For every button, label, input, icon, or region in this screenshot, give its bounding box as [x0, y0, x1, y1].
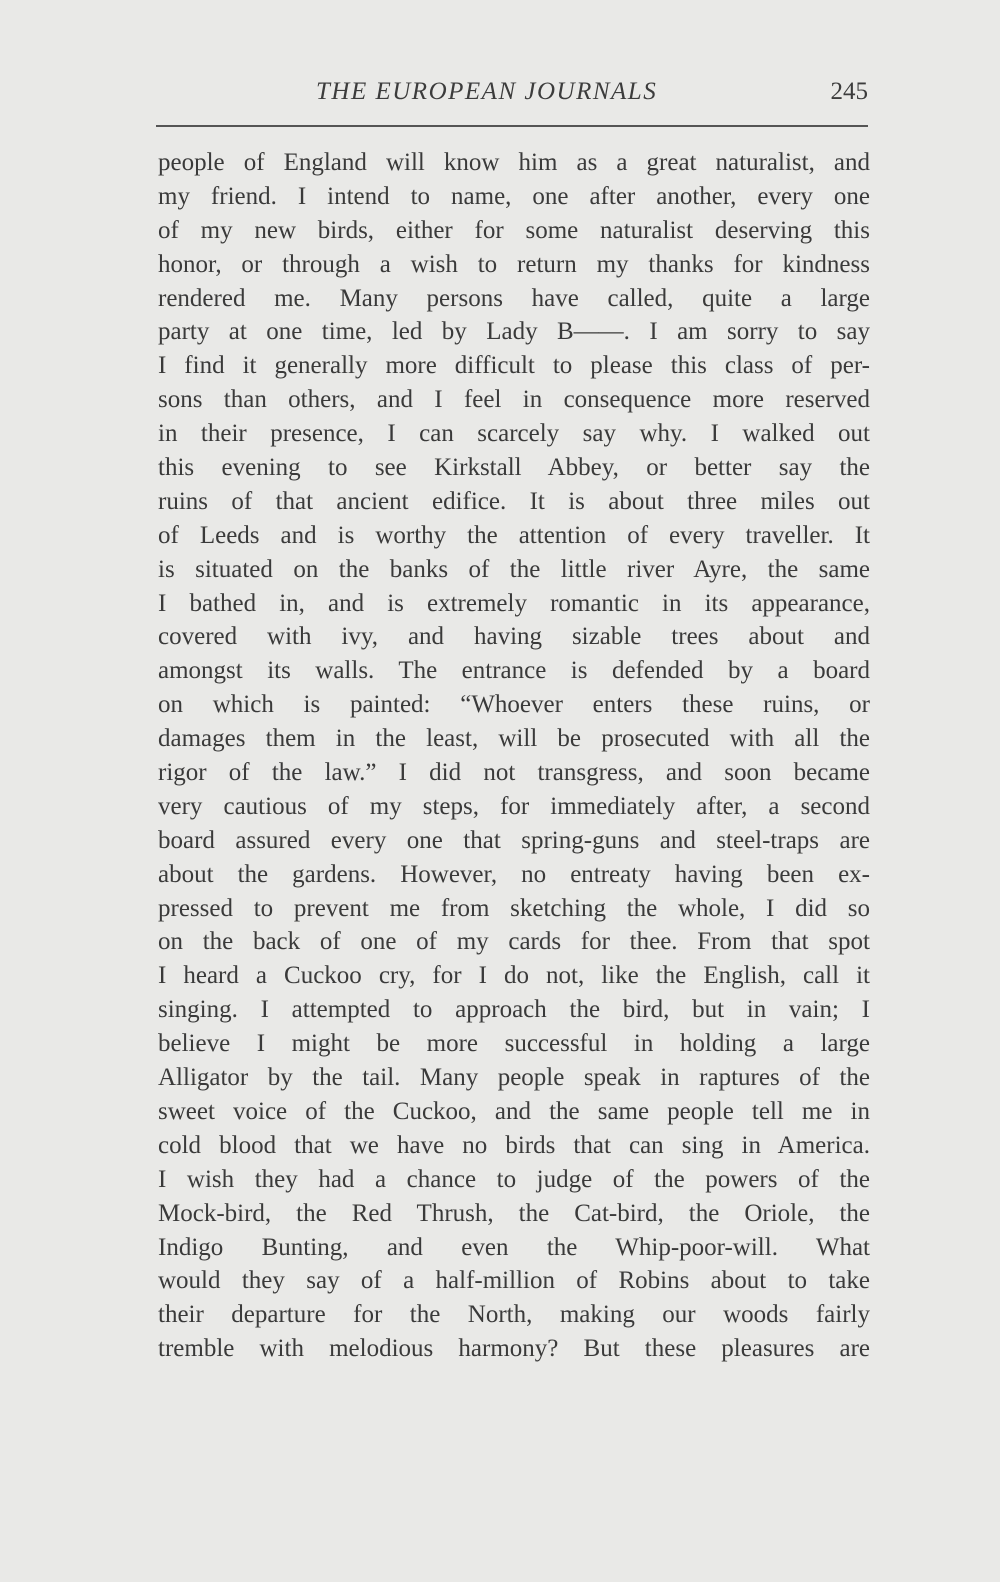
- text-line: sons than others, and I feel in consequence more reserved: [158, 386, 870, 414]
- text-line: covered with ivy, and having sizable trees about and: [158, 623, 870, 651]
- text-line: people of England will know him as a great naturalist, and: [158, 149, 870, 176]
- text-line: Mock-bird, the Red Thrush, the Cat-bird, the Oriole, the: [158, 1199, 870, 1227]
- text-line: in their presence, I can scarcely say why. I walked out: [158, 420, 870, 448]
- text-line: is situated on the banks of the little river Ayre, the same: [158, 555, 870, 583]
- text-line: my friend. I intend to name, one after another, every one: [158, 182, 870, 210]
- text-line: their departure for the North, making our woods fairly: [158, 1301, 870, 1329]
- text-line: Indigo Bunting, and even the Whip-poor-will. What: [158, 1233, 870, 1261]
- text-line: rendered me. Many persons have called, quite a large: [158, 284, 870, 312]
- text-line: ruins of that ancient edifice. It is about three miles out: [158, 487, 870, 515]
- body-text: [158, 146, 870, 1366]
- text-line: amongst its walls. The entrance is defended by a board: [158, 657, 870, 685]
- text-line: tremble with melodious harmony? But these pleasures are: [158, 1335, 870, 1363]
- running-title: THE EUROPEAN JOURNALS: [316, 78, 658, 105]
- text-line: of Leeds and is worthy the attention of every traveller. It: [158, 521, 870, 549]
- text-line: I wish they had a chance to judge of the powers of the: [158, 1165, 870, 1193]
- text-line: of my new birds, either for some naturalist deserving this: [158, 216, 870, 244]
- text-line: would they say of a half-million of Robins about to take: [158, 1267, 870, 1295]
- text-line: rigor of the law.” I did not transgress, and soon became: [158, 759, 870, 787]
- text-line: board assured every one that spring-guns and steel-traps are: [158, 826, 870, 854]
- text-line: sweet voice of the Cuckoo, and the same people tell me in: [158, 1097, 870, 1125]
- text-line: damages them in the least, will be prosecuted with all the: [158, 725, 870, 753]
- header-rule: [156, 125, 868, 127]
- text-line: believe I might be more successful in holding a large: [158, 1030, 870, 1058]
- text-line: pressed to prevent me from sketching the whole, I did so: [158, 894, 870, 922]
- text-line: singing. I attempted to approach the bird, but in vain; I: [158, 996, 870, 1024]
- running-head: [156, 78, 868, 114]
- text-line: I find it generally more difficult to please this class of per-: [158, 352, 870, 380]
- text-line: this evening to see Kirkstall Abbey, or better say the: [158, 454, 870, 482]
- text-line: party at one time, led by Lady B——. I am sorry to say: [158, 318, 870, 346]
- text-line: I bathed in, and is extremely romantic in its appearance,: [158, 589, 870, 617]
- text-line: I heard a Cuckoo cry, for I do not, like the English, call it: [158, 962, 870, 990]
- text-line: Alligator by the tail. Many people speak in raptures of the: [158, 1064, 870, 1092]
- text-line: on which is painted: “Whoever enters these ruins, or: [158, 691, 870, 719]
- text-line: about the gardens. However, no entreaty having been ex-: [158, 860, 870, 888]
- page-number: 245: [830, 78, 868, 105]
- text-line: on the back of one of my cards for thee. From that spot: [158, 928, 870, 956]
- text-line: very cautious of my steps, for immediately after, a second: [158, 792, 870, 820]
- text-line: honor, or through a wish to return my thanks for kindness: [158, 250, 870, 278]
- text-line: cold blood that we have no birds that can sing in America.: [158, 1131, 870, 1159]
